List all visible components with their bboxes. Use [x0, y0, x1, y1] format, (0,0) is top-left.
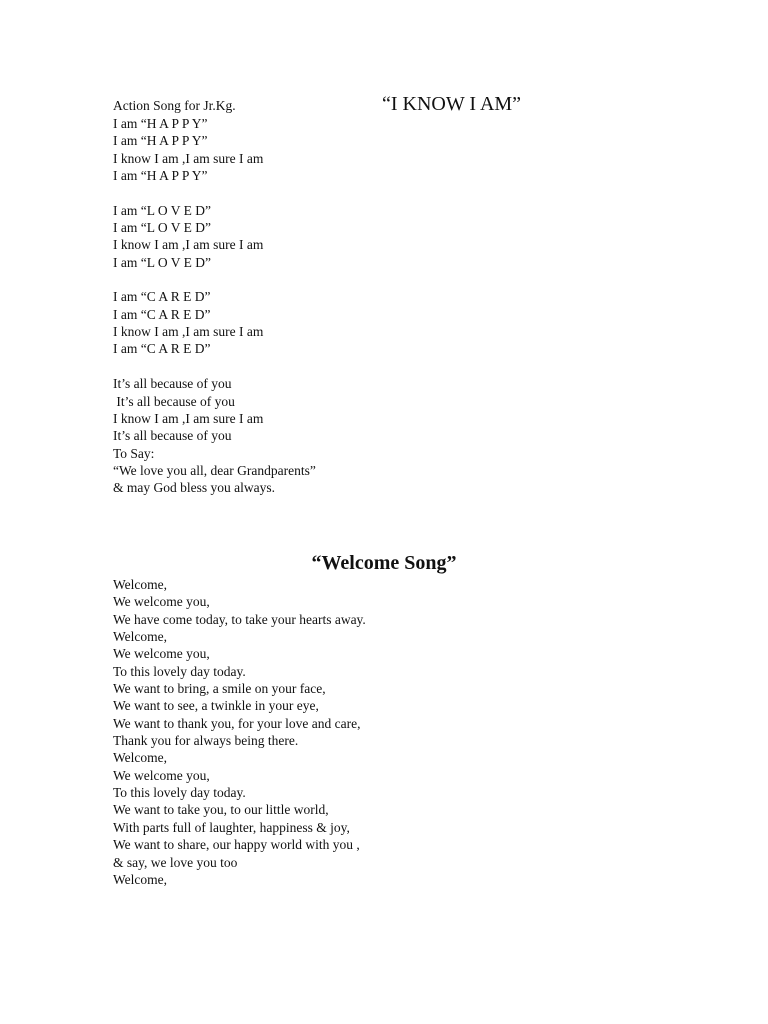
lyric-line: It’s all because of you	[113, 376, 232, 392]
lyric-line: It’s all because of you	[113, 428, 232, 444]
stanza-cared	[113, 288, 316, 357]
stanza-because-of-you	[113, 375, 316, 496]
stanza-loved	[113, 202, 316, 271]
song1-title: “I KNOW I AM”	[382, 93, 522, 115]
lyric-line: I know I am ,I am sure I am	[113, 324, 264, 340]
stanza-gap	[113, 358, 316, 375]
lyric-line: I am “C A R E D”	[113, 341, 211, 357]
song2-title: “Welcome Song”	[311, 552, 457, 574]
lyric-line: It’s all because of you	[113, 393, 235, 409]
lyric-line: We have come today, to take your hearts away.	[113, 611, 366, 627]
lyric-line: & say, we love you too	[113, 854, 238, 870]
lyric-line: & may God bless you always.	[113, 480, 275, 496]
lyric-line: To this lovely day today.	[113, 785, 246, 801]
lyric-line: We welcome you,	[113, 646, 210, 662]
lyric-line: We want to bring, a smile on your face,	[113, 681, 326, 697]
lyric-line: I am “L O V E D”	[113, 220, 211, 236]
lyric-line: Welcome,	[113, 577, 168, 592]
lyric-line: We welcome you,	[113, 767, 210, 783]
lyric-line: We want to thank you, for your love and care,	[113, 715, 361, 731]
song1-subtitle: Action Song for Jr.Kg.	[113, 98, 236, 113]
lyric-line: We want to share, our happy world with you ,	[113, 837, 360, 853]
song1-lyrics	[113, 115, 316, 497]
lyric-line: I am “C A R E D”	[113, 306, 211, 322]
lyric-line: I am “C A R E D”	[113, 289, 211, 305]
lyric-line: With parts full of laughter, happiness & joy,	[113, 819, 350, 835]
lyric-line: To Say:	[113, 445, 155, 461]
lyric-line: We want to take you, to our little world,	[113, 802, 329, 818]
lyric-line: I am “H A P P Y”	[113, 133, 208, 149]
lyric-line: I know I am ,I am sure I am	[113, 150, 264, 166]
lyric-line: Welcome,	[113, 629, 168, 645]
lyric-line: I am “L O V E D”	[113, 254, 211, 270]
lyric-line: I know I am ,I am sure I am	[113, 237, 264, 253]
lyric-line: I know I am ,I am sure I am	[113, 410, 264, 426]
stanza-happy	[113, 115, 316, 184]
lyric-line: To this lovely day today.	[113, 663, 246, 679]
lyric-line: We welcome you,	[113, 594, 210, 610]
lyric-line: I am “H A P P Y”	[113, 168, 208, 184]
lyric-line: I am “H A P P Y”	[113, 116, 208, 131]
song2-lyrics	[113, 576, 366, 888]
lyric-line: We want to see, a twinkle in your eye,	[113, 698, 319, 714]
stanza-gap	[113, 271, 316, 288]
stanza-gap	[113, 184, 316, 201]
song2-title-row	[0, 550, 768, 576]
lyric-line: Welcome,	[113, 750, 168, 766]
lyric-line: Thank you for always being there.	[113, 733, 299, 749]
lyric-line: I am “L O V E D”	[113, 202, 211, 218]
lyric-line: “We love you all, dear Grandparents”	[113, 462, 316, 478]
lyric-line: Welcome,	[113, 871, 168, 887]
